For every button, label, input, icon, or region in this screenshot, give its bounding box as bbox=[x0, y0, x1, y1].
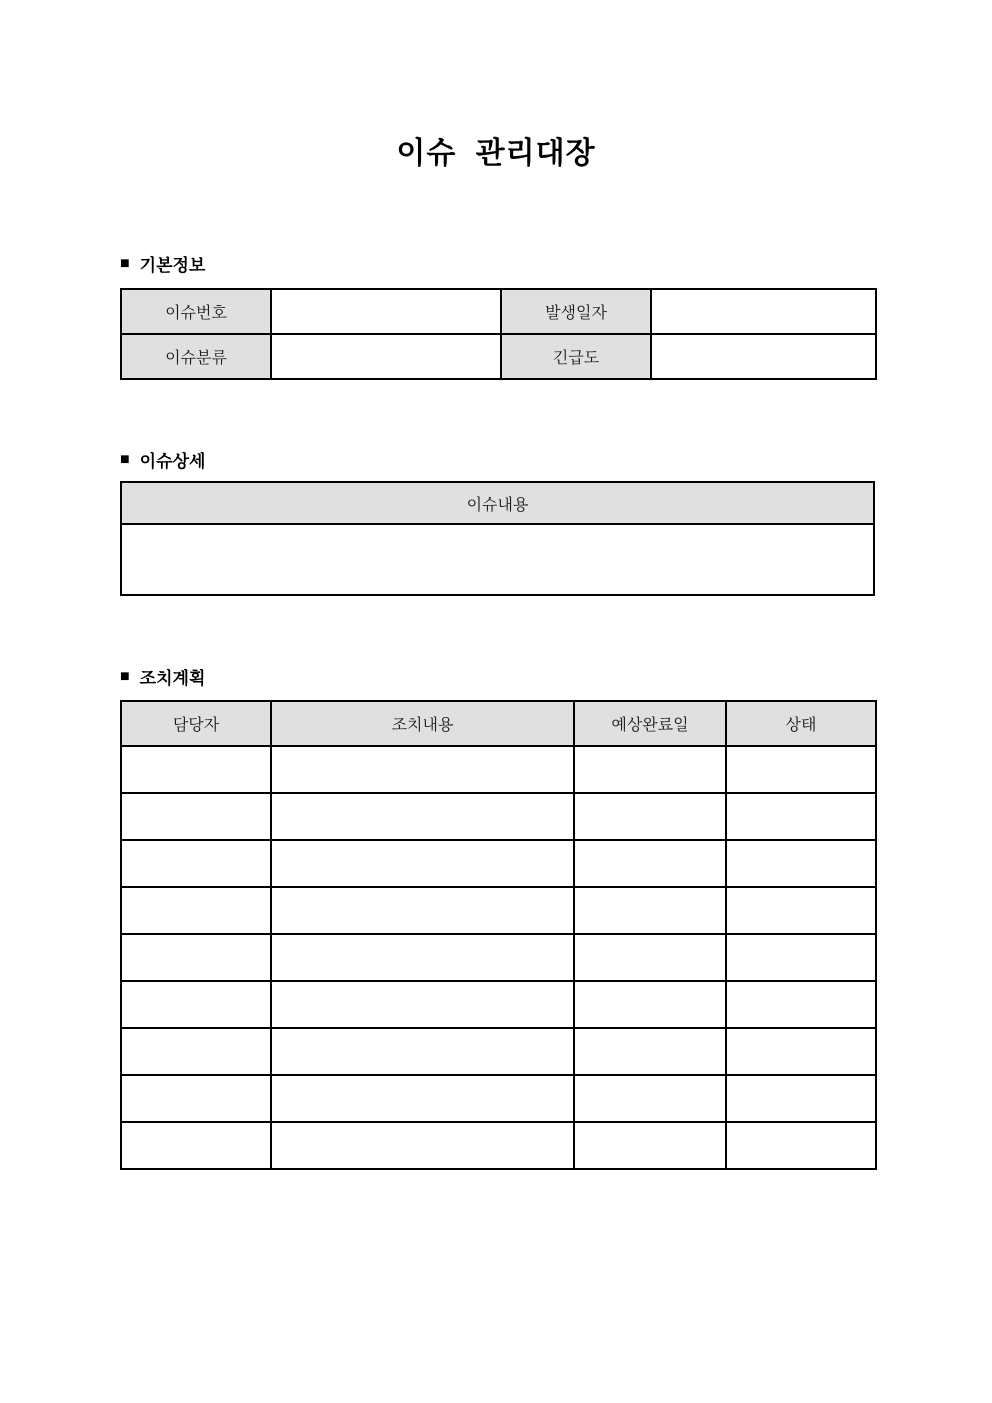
table-row bbox=[121, 334, 876, 379]
table-row bbox=[121, 482, 874, 524]
field-value-issue-number[interactable] bbox=[271, 289, 501, 334]
table-row bbox=[121, 1028, 876, 1075]
table-row bbox=[121, 934, 876, 981]
field-value-urgency[interactable] bbox=[651, 334, 876, 379]
action-cell-assignee[interactable] bbox=[121, 1028, 271, 1075]
action-cell-action-content[interactable] bbox=[271, 840, 574, 887]
action-cell-expected-completion-date[interactable] bbox=[574, 981, 726, 1028]
action-cell-action-content[interactable] bbox=[271, 1122, 574, 1169]
action-cell-assignee[interactable] bbox=[121, 840, 271, 887]
action-cell-assignee[interactable] bbox=[121, 1075, 271, 1122]
field-label-issue-category: 이슈분류 bbox=[121, 334, 271, 379]
table-header-row bbox=[121, 701, 876, 746]
action-cell-status[interactable] bbox=[726, 934, 876, 981]
field-label-issue-number: 이슈번호 bbox=[121, 289, 271, 334]
table-row bbox=[121, 793, 876, 840]
action-cell-assignee[interactable] bbox=[121, 934, 271, 981]
action-cell-status[interactable] bbox=[726, 981, 876, 1028]
action-cell-expected-completion-date[interactable] bbox=[574, 746, 726, 793]
action-cell-assignee[interactable] bbox=[121, 793, 271, 840]
table-row bbox=[121, 746, 876, 793]
action-cell-assignee[interactable] bbox=[121, 887, 271, 934]
section-title-action-plan: 조치계획 bbox=[139, 669, 206, 688]
action-cell-action-content[interactable] bbox=[271, 934, 574, 981]
section-bullet-icon: ■ bbox=[120, 254, 130, 272]
action-cell-status[interactable] bbox=[726, 1075, 876, 1122]
action-cell-status[interactable] bbox=[726, 840, 876, 887]
action-cell-status[interactable] bbox=[726, 1122, 876, 1169]
action-cell-expected-completion-date[interactable] bbox=[574, 1028, 726, 1075]
field-label-urgency: 긴급도 bbox=[501, 334, 651, 379]
action-cell-assignee[interactable] bbox=[121, 1122, 271, 1169]
action-cell-expected-completion-date[interactable] bbox=[574, 840, 726, 887]
column-header-assignee: 담당자 bbox=[121, 701, 271, 746]
section-title-basic-info: 기본정보 bbox=[139, 256, 206, 275]
action-cell-expected-completion-date[interactable] bbox=[574, 887, 726, 934]
field-value-issue-content[interactable] bbox=[121, 524, 874, 595]
section-heading-action-plan bbox=[120, 664, 875, 689]
column-header-issue-content: 이슈내용 bbox=[121, 482, 874, 524]
action-plan-table bbox=[120, 700, 877, 1170]
field-value-issue-category[interactable] bbox=[271, 334, 501, 379]
field-label-occurrence-date: 발생일자 bbox=[501, 289, 651, 334]
basic-info-table bbox=[120, 288, 877, 380]
action-cell-action-content[interactable] bbox=[271, 887, 574, 934]
action-cell-status[interactable] bbox=[726, 793, 876, 840]
action-cell-expected-completion-date[interactable] bbox=[574, 1122, 726, 1169]
action-cell-status[interactable] bbox=[726, 1028, 876, 1075]
document-title: 이슈 관리대장 bbox=[396, 137, 596, 170]
action-cell-expected-completion-date[interactable] bbox=[574, 934, 726, 981]
action-cell-expected-completion-date[interactable] bbox=[574, 793, 726, 840]
field-value-occurrence-date[interactable] bbox=[651, 289, 876, 334]
action-cell-status[interactable] bbox=[726, 887, 876, 934]
issue-detail-table bbox=[120, 481, 875, 596]
action-table-body bbox=[121, 746, 876, 1169]
section-title-issue-detail: 이슈상세 bbox=[139, 452, 206, 471]
section-bullet-icon: ■ bbox=[120, 450, 130, 468]
table-row bbox=[121, 524, 874, 595]
action-cell-action-content[interactable] bbox=[271, 981, 574, 1028]
table-row bbox=[121, 1122, 876, 1169]
action-cell-action-content[interactable] bbox=[271, 1028, 574, 1075]
table-row bbox=[121, 981, 876, 1028]
action-cell-assignee[interactable] bbox=[121, 981, 271, 1028]
action-cell-status[interactable] bbox=[726, 746, 876, 793]
action-cell-assignee[interactable] bbox=[121, 746, 271, 793]
column-header-action-content: 조치내용 bbox=[271, 701, 574, 746]
section-heading-issue-detail bbox=[120, 447, 875, 472]
action-cell-action-content[interactable] bbox=[271, 1075, 574, 1122]
column-header-expected-completion-date: 예상완료일 bbox=[574, 701, 726, 746]
table-row bbox=[121, 887, 876, 934]
section-heading-basic-info bbox=[120, 251, 875, 276]
action-cell-expected-completion-date[interactable] bbox=[574, 1075, 726, 1122]
action-cell-action-content[interactable] bbox=[271, 746, 574, 793]
column-header-status: 상태 bbox=[726, 701, 876, 746]
table-row bbox=[121, 840, 876, 887]
action-cell-action-content[interactable] bbox=[271, 793, 574, 840]
table-row bbox=[121, 1075, 876, 1122]
section-bullet-icon: ■ bbox=[120, 667, 130, 685]
table-row bbox=[121, 289, 876, 334]
